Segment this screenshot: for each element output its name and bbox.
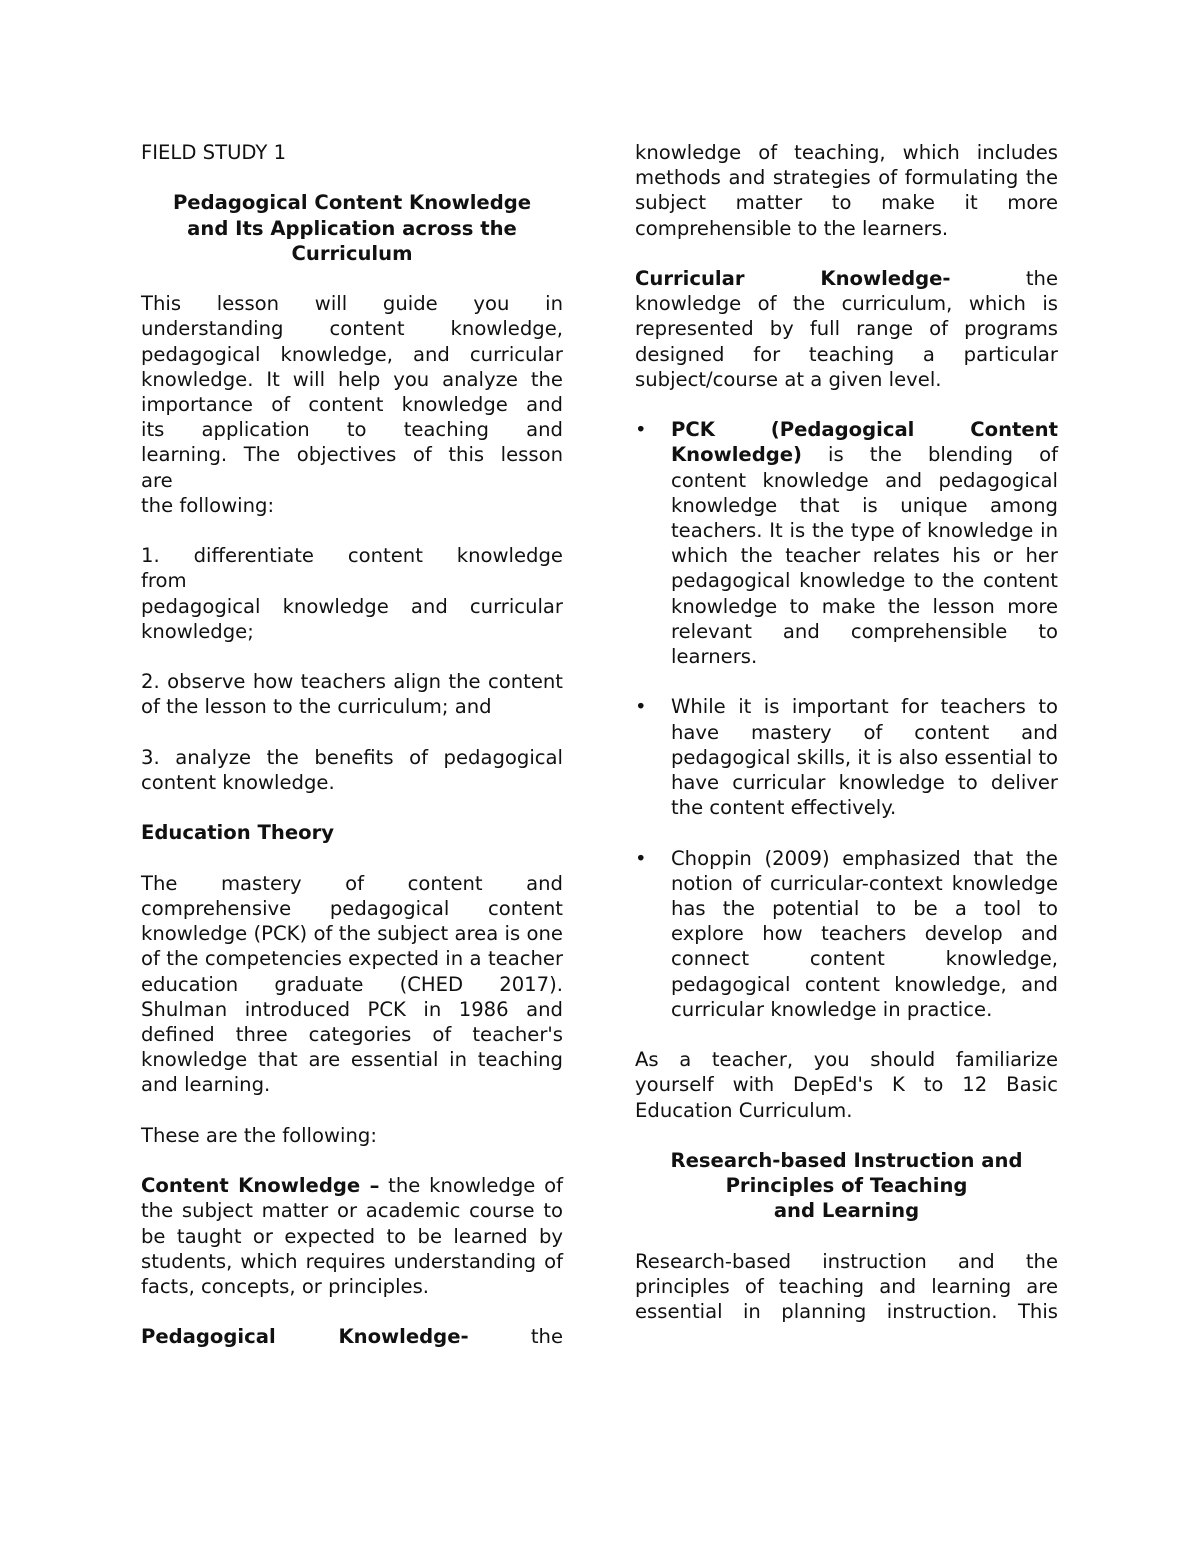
intro-line: This lesson will guide you in: [141, 292, 563, 316]
title-line-3: Curriculum: [291, 241, 413, 265]
intro-following: the following:: [141, 493, 275, 517]
pck-bold-line: [671, 417, 1058, 442]
objective-1-line: 1. differentiate content knowledge: [141, 544, 563, 568]
objective-3: 3. analyze the benefits of pedagogical content knowledge.: [141, 745, 563, 794]
bullet-list: [635, 417, 1058, 1022]
bullet-dot: •: [635, 846, 647, 870]
research-heading-line-3: and Learning: [773, 1199, 920, 1223]
intro-line: importance of content knowledge and: [141, 393, 563, 416]
pedagogical-knowledge-start: [141, 1324, 563, 1349]
bullet-text: While it is important for teachers to have mastery of content and pedagogical skills, it is also essential to have curricular knowledge to deliver the content effectively.: [671, 695, 1058, 820]
content-knowledge-text: the knowledge of the subject matter or academic course to be taught or expected to be learned by students, which requires understanding of facts, concepts, or principles.: [141, 1174, 563, 1298]
pck-bold-line-1: PCK (Pedagogical Content: [671, 418, 1058, 442]
title-line-1: Pedagogical Content Knowledge: [172, 191, 532, 215]
intro-line: knowledge. It will help you analyze the: [141, 367, 563, 391]
right-column: [635, 140, 1058, 1324]
intro-line: understanding content knowledge,: [141, 317, 563, 341]
objective-1: [141, 543, 563, 644]
intro-line: pedagogical knowledge, and curricular: [141, 342, 563, 366]
research-body: Research-based instruction and the principles of teaching and learning are essential in planning instruction. This: [635, 1249, 1058, 1324]
research-heading: [635, 1148, 1058, 1224]
objective-1-line: from: [141, 569, 187, 593]
bullet-dot: •: [635, 418, 647, 442]
research-heading-line-2: Principles of Teaching: [725, 1174, 968, 1198]
intro-line: its application to teaching and: [141, 418, 563, 442]
pck-bold-line-2: Knowledge): [671, 443, 802, 467]
pedagogical-knowledge-label: Pedagogical Knowledge-: [141, 1325, 469, 1349]
pedagogical-knowledge-continuation: knowledge of teaching, which includes methods and strategies of formulating the subject matter to make it more comprehensible to the learners.: [635, 141, 1058, 240]
bullet-item-pck: [635, 417, 1058, 669]
pck-body: is the blending of content knowledge and pedagogical knowledge that is unique among teachers. It is the type of knowledge in which the teacher relates his or her pedagogical knowledge to the content knowledge to make the lesson more relevant and comprehensible to learners.: [671, 443, 1058, 669]
pck-text: [671, 442, 1058, 669]
content-knowledge-label: Content Knowledge –: [141, 1174, 380, 1198]
left-column: [141, 140, 563, 1350]
intro-paragraph: [141, 291, 563, 518]
objective-1-continuation: pedagogical knowledge and curricular knowledge;: [141, 594, 563, 643]
content-knowledge-definition: [141, 1173, 563, 1299]
bullet-item-curricular: [635, 694, 1058, 820]
document-header: FIELD STUDY 1: [141, 141, 287, 164]
document-title: [141, 190, 563, 266]
bullet-item-choppin: [635, 846, 1058, 1022]
intro-line: learning. The objectives of this lesson: [141, 443, 563, 467]
curricular-knowledge-start: [635, 266, 1058, 291]
bullet-text: Choppin (2009) emphasized that the notion of curricular-context knowledge has the potential to be a tool to explore how teachers develop and connect content knowledge, pedagogical content knowledge, and curricular knowledge in practice.: [671, 846, 1058, 1021]
education-theory-body: The mastery of content and comprehensive pedagogical content knowledge (PCK) of the subject area is one of the competencies expected in a teacher education graduate (CHED 2017). Shulman introduced PCK in 1986 and defined three categories of teacher's knowledge that are essential in teaching and learning.: [141, 871, 563, 1097]
curricular-knowledge-continuation: knowledge of the curriculum, which is represented by full range of programs designed for teaching a particular subject/course at a given level.: [635, 292, 1058, 391]
curricular-knowledge-the: the: [1025, 267, 1059, 290]
curricular-knowledge-label: Curricular Knowledge-: [635, 267, 951, 290]
pedagogical-knowledge-the: the: [530, 1325, 563, 1349]
bullet-dot: •: [635, 695, 647, 719]
objective-2: 2. observe how teachers align the content of the lesson to the curriculum; and: [141, 670, 563, 719]
teacher-paragraph: As a teacher, you should familiarize yourself with DepEd's K to 12 Basic Education Curriculum.: [635, 1048, 1058, 1122]
title-line-2: and Its Application across the: [187, 216, 517, 240]
intro-line: are: [141, 468, 173, 492]
education-theory-heading: Education Theory: [141, 821, 335, 845]
research-heading-line-1: Research-based Instruction and: [670, 1149, 1023, 1173]
following-text: These are the following:: [141, 1123, 377, 1147]
